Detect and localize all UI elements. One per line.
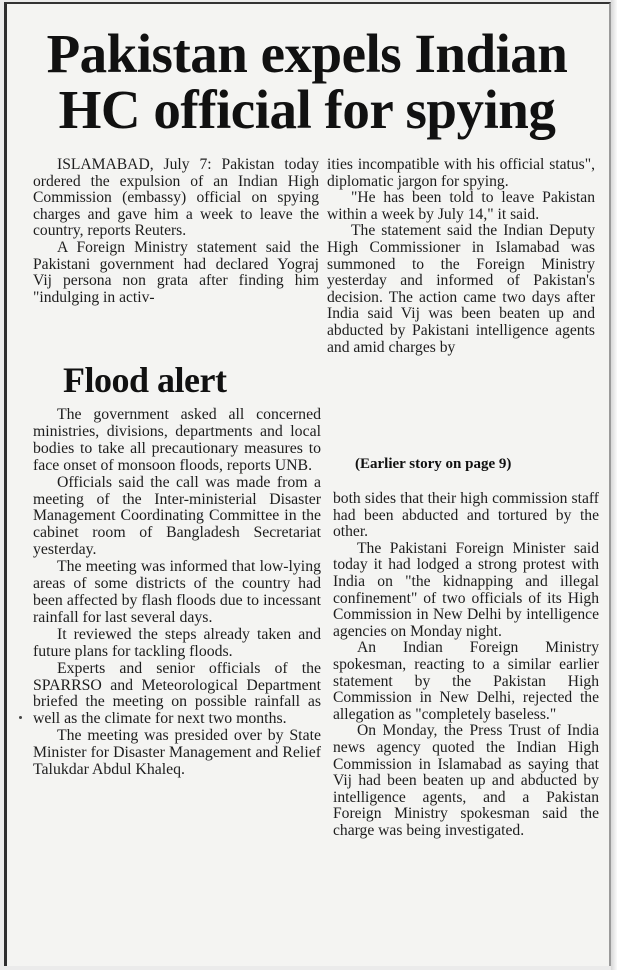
article-paragraph: On Monday, the Press Trust of India news agency quoted the Indian High Commission in Islamabad as saying that Vij had been beaten up and abducted by intelligence agents, and a Pakistan Foreign Ministry spokesman said the charge was being investigated. xyxy=(333,722,599,839)
article-column-right xyxy=(327,157,595,356)
sidebar-paragraph: It reviewed the steps already taken and future plans for tackling floods. xyxy=(33,625,321,660)
article-column-right-continued xyxy=(333,491,599,839)
sidebar-subhead: Flood alert xyxy=(63,360,227,400)
article-paragraph: both sides that their high commission staff had been abducted and tortured by the other. xyxy=(333,490,599,541)
sidebar-paragraph: Officials said the call was made from a meeting of the Inter-ministerial Disaster Management Coordinating Committee in the cabinet room of Bangladesh Secretariat yesterday. xyxy=(33,473,321,559)
article-paragraph: The Pakistani Foreign Minister said today it had lodged a strong protest with India on "the kidnapping and illegal confinement" of two officials of its High Commission in New Delhi by intelligence agencies on Monday night. xyxy=(333,539,599,640)
sidebar-paragraph: The meeting was informed that low-lying areas of some districts of the country had been affected by flash floods due to incessant rainfall for last several days. xyxy=(33,558,321,626)
article-paragraph: ISLAMABAD, July 7: Pakistan today ordered the expulsion of an Indian High Commission (embassy) official on spying charges and gave him a week to leave the country, reports Reuters. xyxy=(33,156,319,240)
sidebar-paragraph: The meeting was presided over by State Minister for Disaster Management and Relief Talukdar Abdul Khaleq. xyxy=(33,727,321,779)
newspaper-clipping xyxy=(4,2,611,966)
headline xyxy=(7,23,607,140)
article-column-left xyxy=(33,157,319,306)
continuation-pointer: (Earlier story on page 9) xyxy=(355,456,512,472)
page-edge-shadow xyxy=(611,0,617,970)
article-paragraph: ities incompatible with his official status", diplomatic jargon for spying. xyxy=(327,156,595,190)
sidebar-paragraph: The government asked all concerned ministries, divisions, departments and local bodies to take all precautionary measures to face onset of monsoon floods, reports UNB. xyxy=(33,406,321,474)
article-paragraph: An Indian Foreign Ministry spokesman, reacting to a similar earlier statement by the Pakistan High Commission in New Delhi, rejected the allegation as "completely baseless." xyxy=(333,639,599,723)
article-paragraph: "He has been told to leave Pakistan within a week by July 14," it said. xyxy=(327,189,595,223)
sidebar-paragraph: Experts and senior officials of the SPARRSO and Meteorological Department briefed the meeting on possible rainfall as well as the climate for next two months. xyxy=(33,659,321,728)
article-paragraph: A Foreign Ministry statement said the Pakistani government had declared Yograj Vij persona non grata after finding him "indulging in activ- xyxy=(33,238,319,306)
headline-line-1: Pakistan expels Indian xyxy=(46,23,568,84)
print-speck xyxy=(19,716,22,719)
sidebar-story-column xyxy=(33,407,321,779)
article-paragraph: The statement said the Indian Deputy High Commissioner in Islamabad was summoned to the Foreign Ministry yesterday and informed of Pakistan's decision. The action came two days after India said Vij was been beaten up and abducted by Pakistani intelligence agents and amid charges by xyxy=(327,222,595,356)
headline-line-2: HC official for spying xyxy=(58,79,556,140)
